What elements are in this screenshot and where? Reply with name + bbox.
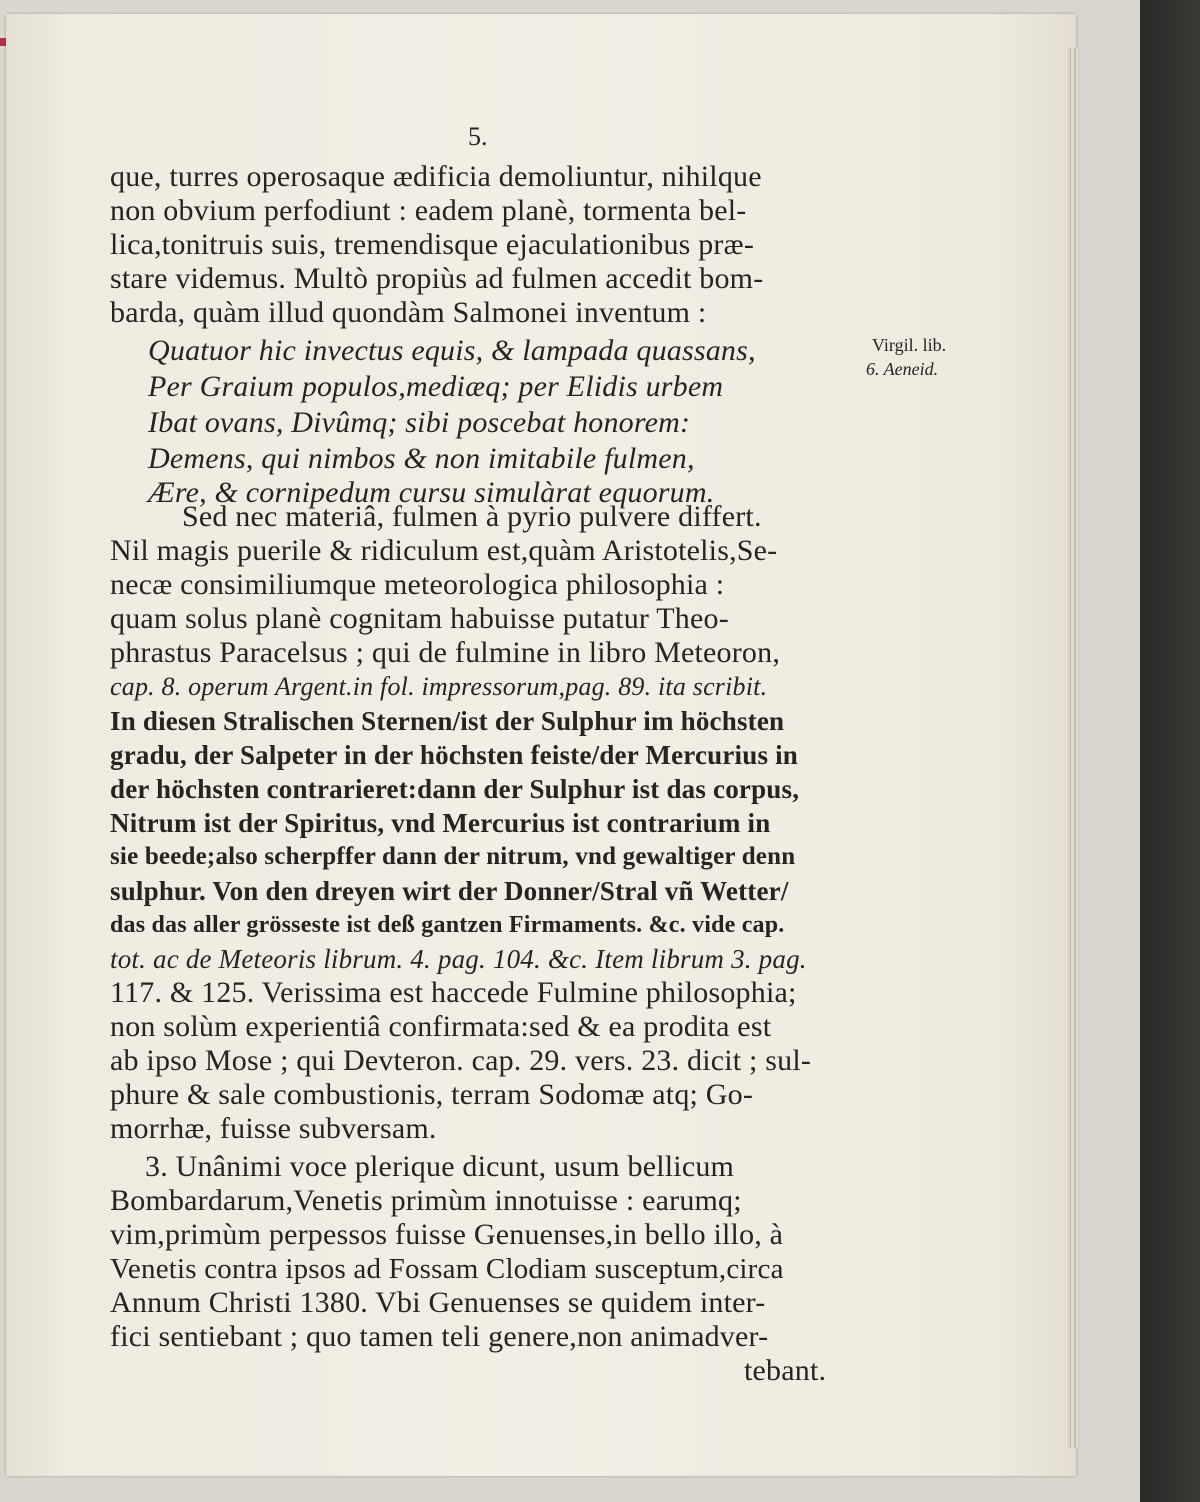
text-line: morrhæ, fuisse subversam.	[110, 1112, 437, 1145]
text-line: cap. 8. operum Argent.in fol. impressorum,pag. 89. ita scribit.	[110, 672, 768, 701]
text-line: Bombardarum,Venetis primùm innotuisse : earumq;	[110, 1184, 742, 1217]
text-line: necæ consimiliumque meteorologica philosophia :	[110, 568, 725, 601]
verse-line: Ære, & cornipedum cursu simulàrat equorum.	[148, 476, 715, 509]
verse-line: Per Graium populos,mediæq; per Elidis urbem	[148, 370, 724, 403]
text-line: tot. ac de Meteoris librum. 4. pag. 104. &c. Item librum 3. pag.	[110, 944, 807, 974]
german-line: sie beede;also scherpffer dann der nitrum, vnd gewaltiger denn	[110, 843, 796, 870]
text-line: lica,tonitruis suis, tremendisque ejaculationibus præ-	[110, 228, 755, 261]
german-line: gradu, der Salpeter in der höchsten feiste/der Mercurius in	[110, 740, 799, 770]
verse-line: Ibat ovans, Divûmq; sibi poscebat honorem:	[148, 406, 691, 439]
catchword: tebant.	[744, 1354, 827, 1387]
german-line: das das aller grösseste ist deß gantzen Firmaments. &c. vide cap.	[110, 912, 785, 938]
text-line: 117. & 125. Verissima est haccede Fulmine philosophia;	[110, 976, 797, 1009]
text-line: quam solus planè cognitam habuisse putatur Theo-	[110, 602, 729, 635]
text-line: vim,primùm perpessos fuisse Genuenses,in bello illo, à	[110, 1218, 784, 1251]
text-line: phrastus Paracelsus ; qui de fulmine in libro Meteoron,	[110, 636, 781, 669]
german-line: sulphur. Von den dreyen wirt der Donner/Stral vñ Wetter/	[110, 876, 789, 906]
text-line: non obvium perfodiunt : eadem planè, tormenta bel-	[110, 194, 747, 227]
text-line: Annum Christi 1380. Vbi Genuenses se quidem inter-	[110, 1286, 766, 1319]
text-line: fici sentiebant ; quo tamen teli genere,non animadver-	[110, 1320, 769, 1353]
text-line: que, turres operosaque ædificia demoliuntur, nihilque	[110, 160, 762, 193]
german-line: Nitrum ist der Spiritus, vnd Mercurius ist contrarium in	[110, 808, 771, 838]
margin-note: 6. Aeneid.	[866, 359, 939, 379]
text-line: phure & sale combustionis, terram Sodomæ atq; Go-	[110, 1078, 754, 1111]
text-line: stare videmus. Multò propiùs ad fulmen accedit bom-	[110, 262, 764, 295]
german-line: In diesen Stralischen Sternen/ist der Sulphur im höchsten	[110, 706, 785, 736]
margin-note: Virgil. lib.	[872, 335, 947, 355]
text-line: barda, quàm illud quondàm Salmonei inventum :	[110, 296, 707, 329]
text-line: ab ipso Mose ; qui Devteron. cap. 29. vers. 23. dicit ; sul-	[110, 1044, 812, 1077]
verse-line: Quatuor hic invectus equis, & lampada quassans,	[148, 334, 756, 367]
text-line: 3. Unânimi voce plerique dicunt, usum bellicum	[145, 1150, 735, 1183]
text-line: Sed nec materiâ, fulmen à pyrio pulvere differt.	[182, 500, 762, 533]
text-line: non solùm experientiâ confirmata:sed & ea prodita est	[110, 1010, 772, 1043]
verse-line: Demens, qui nimbos & non imitabile fulmen,	[148, 442, 695, 475]
text-line: Venetis contra ipsos ad Fossam Clodiam susceptum,circa	[110, 1253, 784, 1285]
text-line: Nil magis puerile & ridiculum est,quàm Aristotelis,Se-	[110, 534, 778, 567]
german-line: der höchsten contrarieret:dann der Sulphur ist das corpus,	[110, 774, 800, 804]
page-number: 5.	[468, 122, 488, 151]
